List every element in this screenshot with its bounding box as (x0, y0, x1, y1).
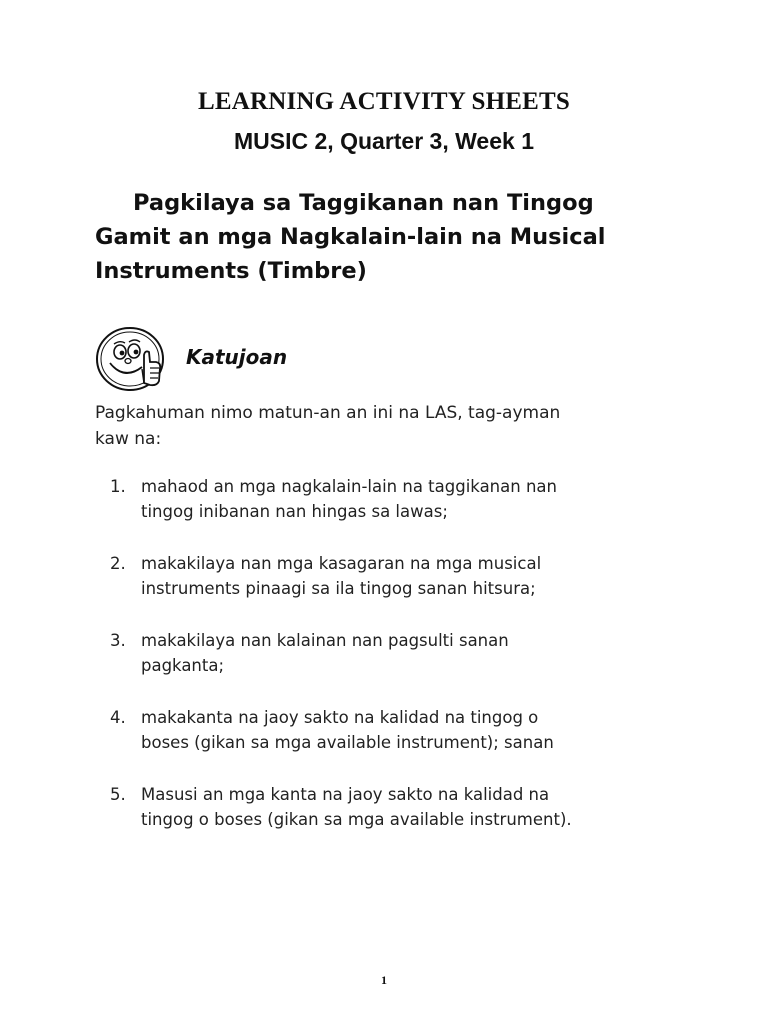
lesson-heading (95, 186, 695, 288)
list-item-text: tingog inibanan nan hingas sa lawas; (141, 502, 448, 521)
list-item-number: 5. (110, 785, 126, 804)
lesson-heading-line: Pagkilaya sa Taggikanan nan Tingog (133, 190, 594, 216)
list-item-text: makakilaya nan mga kasagaran na mga musical (141, 554, 542, 573)
list-item (110, 628, 710, 678)
document-title: LEARNING ACTIVITY SHEETS (197, 88, 571, 115)
list-item-text: Masusi an mga kanta na jaoy sakto na kalidad na (141, 785, 550, 804)
list-item (110, 782, 710, 832)
list-item (110, 705, 710, 755)
intro-line: kaw na: (95, 429, 162, 449)
intro-line: Pagkahuman nimo matun-an an ini na LAS, tag-ayman (95, 403, 561, 423)
list-item-text: tingog o boses (gikan sa mga available instrument). (141, 810, 572, 829)
list-item-text: makakanta na jaoy sakto na kalidad na tingog o (141, 708, 539, 727)
list-item-number: 4. (110, 708, 126, 727)
page-number: 1 (381, 973, 387, 987)
lesson-heading-line: Gamit an mga Nagkalain-lain na Musical (95, 224, 606, 250)
list-item-text: instruments pinaagi sa ila tingog sanan hitsura; (141, 579, 536, 598)
list-item-number: 3. (110, 631, 126, 650)
list-item (110, 474, 710, 524)
section-title: Katujoan (186, 345, 288, 369)
list-item-text: mahaod an mga nagkalain-lain na taggikanan nan (141, 477, 557, 496)
list-item-text: pagkanta; (141, 656, 225, 675)
lesson-heading-line: Instruments (Timbre) (95, 258, 367, 284)
list-item-number: 2. (110, 554, 126, 573)
smiley-thumbs-up-icon (94, 325, 170, 393)
list-item-text: makakilaya nan kalainan nan pagsulti sanan (141, 631, 509, 650)
document-subtitle: MUSIC 2, Quarter 3, Week 1 (234, 128, 534, 154)
intro-paragraph (95, 400, 695, 452)
objectives-list (110, 474, 710, 859)
list-item-number: 1. (110, 477, 126, 496)
list-item (110, 551, 710, 601)
list-item-text: boses (gikan sa mga available instrument); sanan (141, 733, 554, 752)
